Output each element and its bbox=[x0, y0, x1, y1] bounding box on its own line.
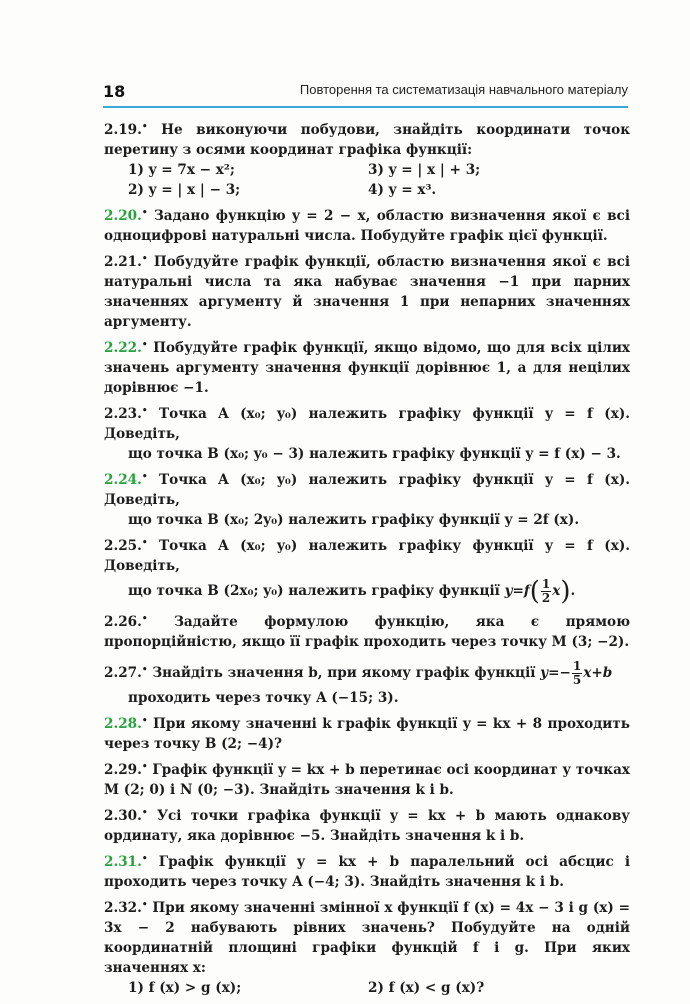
option: 1) y = 7x − x²; bbox=[128, 162, 235, 178]
exercise-text: Точка A (x₀; y₀) належить графіку функції y = f (x). Доведіть, bbox=[104, 538, 631, 574]
exercise-number: 2.32. bbox=[104, 900, 142, 916]
options-grid bbox=[104, 160, 630, 200]
options-grid bbox=[104, 978, 630, 998]
formula: y=f( $\frac{1}{2}$ x). bbox=[504, 576, 576, 607]
exercise-number: 2.24. bbox=[104, 472, 142, 488]
exercise-text-part: що точка B (2x₀; y₀) належить графіку функції bbox=[128, 583, 500, 599]
exercise-text: Знайдіть значення b, при якому графік функції bbox=[152, 665, 536, 681]
option: 4) y = x³. bbox=[368, 182, 437, 198]
exercise-number: 2.20. bbox=[104, 208, 142, 224]
option: 2) f (x) < g (x)? bbox=[368, 980, 485, 996]
exercise-number: 2.22. bbox=[104, 340, 142, 356]
exercise-2-32: 2.32.• При якому значенні змінної x функції f (x) = 4x − 3 і g (x) = 3x − 2 набувають рівних значень? Побудуйте на одній координатній площині графіки функцій f і g. При яких значеннях x: 1) f (x) > g (x); 2) f (x) < g (x)? bbox=[104, 900, 631, 996]
exercise-2-31: 2.31.• Графік функції y = kx + b паралельний осі абсцис і проходить через точку A (−4; 3). Знайдіть значення k і b. bbox=[104, 854, 630, 890]
fraction-denominator: 2 bbox=[541, 591, 551, 605]
exercise-2-21: 2.21.• Побудуйте графік функції, областю визначення якої є всі натуральні числа та яка набуває значення −1 при парних значеннях аргументу й значення 1 при непарних значеннях аргументу. bbox=[104, 254, 631, 330]
exercise-text: Графік функції y = kx + b паралельний осі абсцис і проходить через точку A (−4; 3). Знайдіть значення k і b. bbox=[104, 854, 630, 890]
exercise-number: 2.25. bbox=[104, 538, 142, 554]
exercise-line: 2.27.• Знайдіть значення b, при якому графік функції y=− $\frac{1}{5}$ x+b bbox=[104, 659, 613, 687]
exercise-2-23: 2.23.• Точка A (x₀; y₀) належить графіку функції y = f (x). Доведіть, що точка B (x₀; y₀ − 3) належить графіку функції y = f (x) − 3. bbox=[104, 406, 631, 462]
exercise-2-20: 2.20.• Задано функцію y = 2 − x, областю визначення якої є всі одноцифрові натуральні числа. Побудуйте графік цієї функції. bbox=[104, 208, 630, 244]
exercise-2-22: 2.22.• Побудуйте графік функції, якщо відомо, що для всіх цілих значень аргументу значення функції дорівнює 1, а для нецілих дорівнює −1. bbox=[104, 340, 631, 396]
exercise-text: Задано функцію y = 2 − x, областю визначення якої є всі одноцифрові натуральні числа. Побудуйте графік цієї функції. bbox=[104, 208, 630, 244]
page-header bbox=[103, 70, 628, 108]
exercise-2-24: 2.24.• Точка A (x₀; y₀) належить графіку функції y = f (x). Доведіть, що точка B (x₀; 2y₀) належить графіку функції y = 2f (x). bbox=[104, 472, 631, 528]
exercise-list bbox=[104, 120, 630, 1004]
exercise-text: Точка A (x₀; y₀) належить графіку функції y = f (x). Доведіть, bbox=[104, 406, 631, 442]
exercise-number: 2.26. bbox=[104, 614, 142, 630]
exercise-text-cont: проходить через точку A (−15; 3). bbox=[128, 690, 399, 706]
exercise-text: Задайте формулою функцію, яка є прямою пропорційністю, якщо її графік проходить через точку M (3; −2). bbox=[104, 614, 631, 650]
exercise-number: 2.28. bbox=[104, 716, 142, 732]
option: 1) f (x) > g (x); bbox=[128, 980, 242, 996]
option: 3) y = | x | + 3; bbox=[368, 162, 481, 178]
exercise-text: Графік функції y = kx + b перетинає осі координат у точках M (2; 0) і N (0; −3). Знайдіть значення k і b. bbox=[104, 762, 630, 798]
exercise-text-cont: що точка B (x₀; 2y₀) належить графіку функції y = 2f (x). bbox=[128, 512, 580, 528]
formula: y=− $\frac{1}{5}$ x+b bbox=[540, 659, 613, 687]
exercise-number: 2.27. bbox=[104, 665, 142, 681]
exercise-text: Усі точки графіка функції y = kx + b мають однакову ординату, яка дорівнює −5. Знайдіть значення k і b. bbox=[104, 808, 630, 844]
exercise-2-25: 2.25.• Точка A (x₀; y₀) належить графіку функції y = f (x). Доведіть, що точка B (2x₀; y₀) належить графіку функції y=f( $\frac{1}{2}$ x). bbox=[104, 538, 631, 607]
fraction-numerator: 1 bbox=[572, 659, 582, 673]
exercise-2-28: 2.28.• При якому значенні k графік функції y = kx + 8 проходить через точку B (2; −4)? bbox=[104, 716, 631, 752]
section-title: Повторення та систематизація навчального матеріалу bbox=[299, 82, 628, 97]
option: 2) y = | x | − 3; bbox=[128, 182, 241, 198]
exercise-number: 2.23. bbox=[104, 406, 142, 422]
exercise-2-19: 2.19.• Не виконуючи побудови, знайдіть координати точок перетину з осями координат графіка функції: 1) y = 7x − x²; 3) y = | x | + 3; 2) y = | x | − 3; 4) y = x³. bbox=[104, 122, 631, 198]
exercise-text: Не виконуючи побудови, знайдіть координати точок перетину з осями координат графіка функції: bbox=[104, 122, 631, 158]
fraction-denominator: 5 bbox=[572, 673, 582, 687]
exercise-text: Точка A (x₀; y₀) належить графіку функції y = f (x). Доведіть, bbox=[104, 472, 631, 508]
exercise-2-27 bbox=[104, 658, 630, 708]
exercise-number: 2.30. bbox=[104, 808, 142, 824]
fraction-numerator: 1 bbox=[541, 577, 551, 591]
exercise-number: 2.31. bbox=[104, 854, 142, 870]
exercise-2-29: 2.29.• Графік функції y = kx + b перетинає осі координат у точках M (2; 0) і N (0; −3). Знайдіть значення k і b. bbox=[104, 762, 630, 798]
exercise-2-26: 2.26.• Задайте формулою функцію, яка є прямою пропорційністю, якщо її графік проходить через точку M (3; −2). bbox=[104, 614, 631, 650]
exercise-text: Побудуйте графік функції, областю визначення якої є всі натуральні числа та яка набуває значення −1 при парних значеннях аргументу й значення 1 при непарних значеннях аргументу. bbox=[104, 254, 631, 330]
page-number: 18 bbox=[103, 82, 126, 101]
exercise-2-30: 2.30.• Усі точки графіка функції y = kx + b мають однакову ординату, яка дорівнює −5. Знайдіть значення k і b. bbox=[104, 808, 630, 844]
exercise-number: 2.21. bbox=[104, 254, 142, 270]
exercise-number: 2.19. bbox=[104, 122, 142, 138]
exercise-text: При якому значенні змінної x функції f (x) = 4x − 3 і g (x) = 3x − 2 набувають рівних значень? Побудуйте на одній координатній площині графіки функцій f і g. При яких значеннях x: bbox=[104, 900, 631, 976]
exercise-number: 2.29. bbox=[104, 762, 142, 778]
exercise-text: Побудуйте графік функції, якщо відомо, що для всіх цілих значень аргументу значення функції дорівнює 1, а для нецілих дорівнює −1. bbox=[104, 340, 631, 396]
exercise-text: При якому значенні k графік функції y = kx + 8 проходить через точку B (2; −4)? bbox=[104, 716, 631, 752]
exercise-text-cont: що точка B (x₀; y₀ − 3) належить графіку функції y = f (x) − 3. bbox=[128, 446, 621, 462]
exercise-text-cont bbox=[104, 576, 630, 606]
